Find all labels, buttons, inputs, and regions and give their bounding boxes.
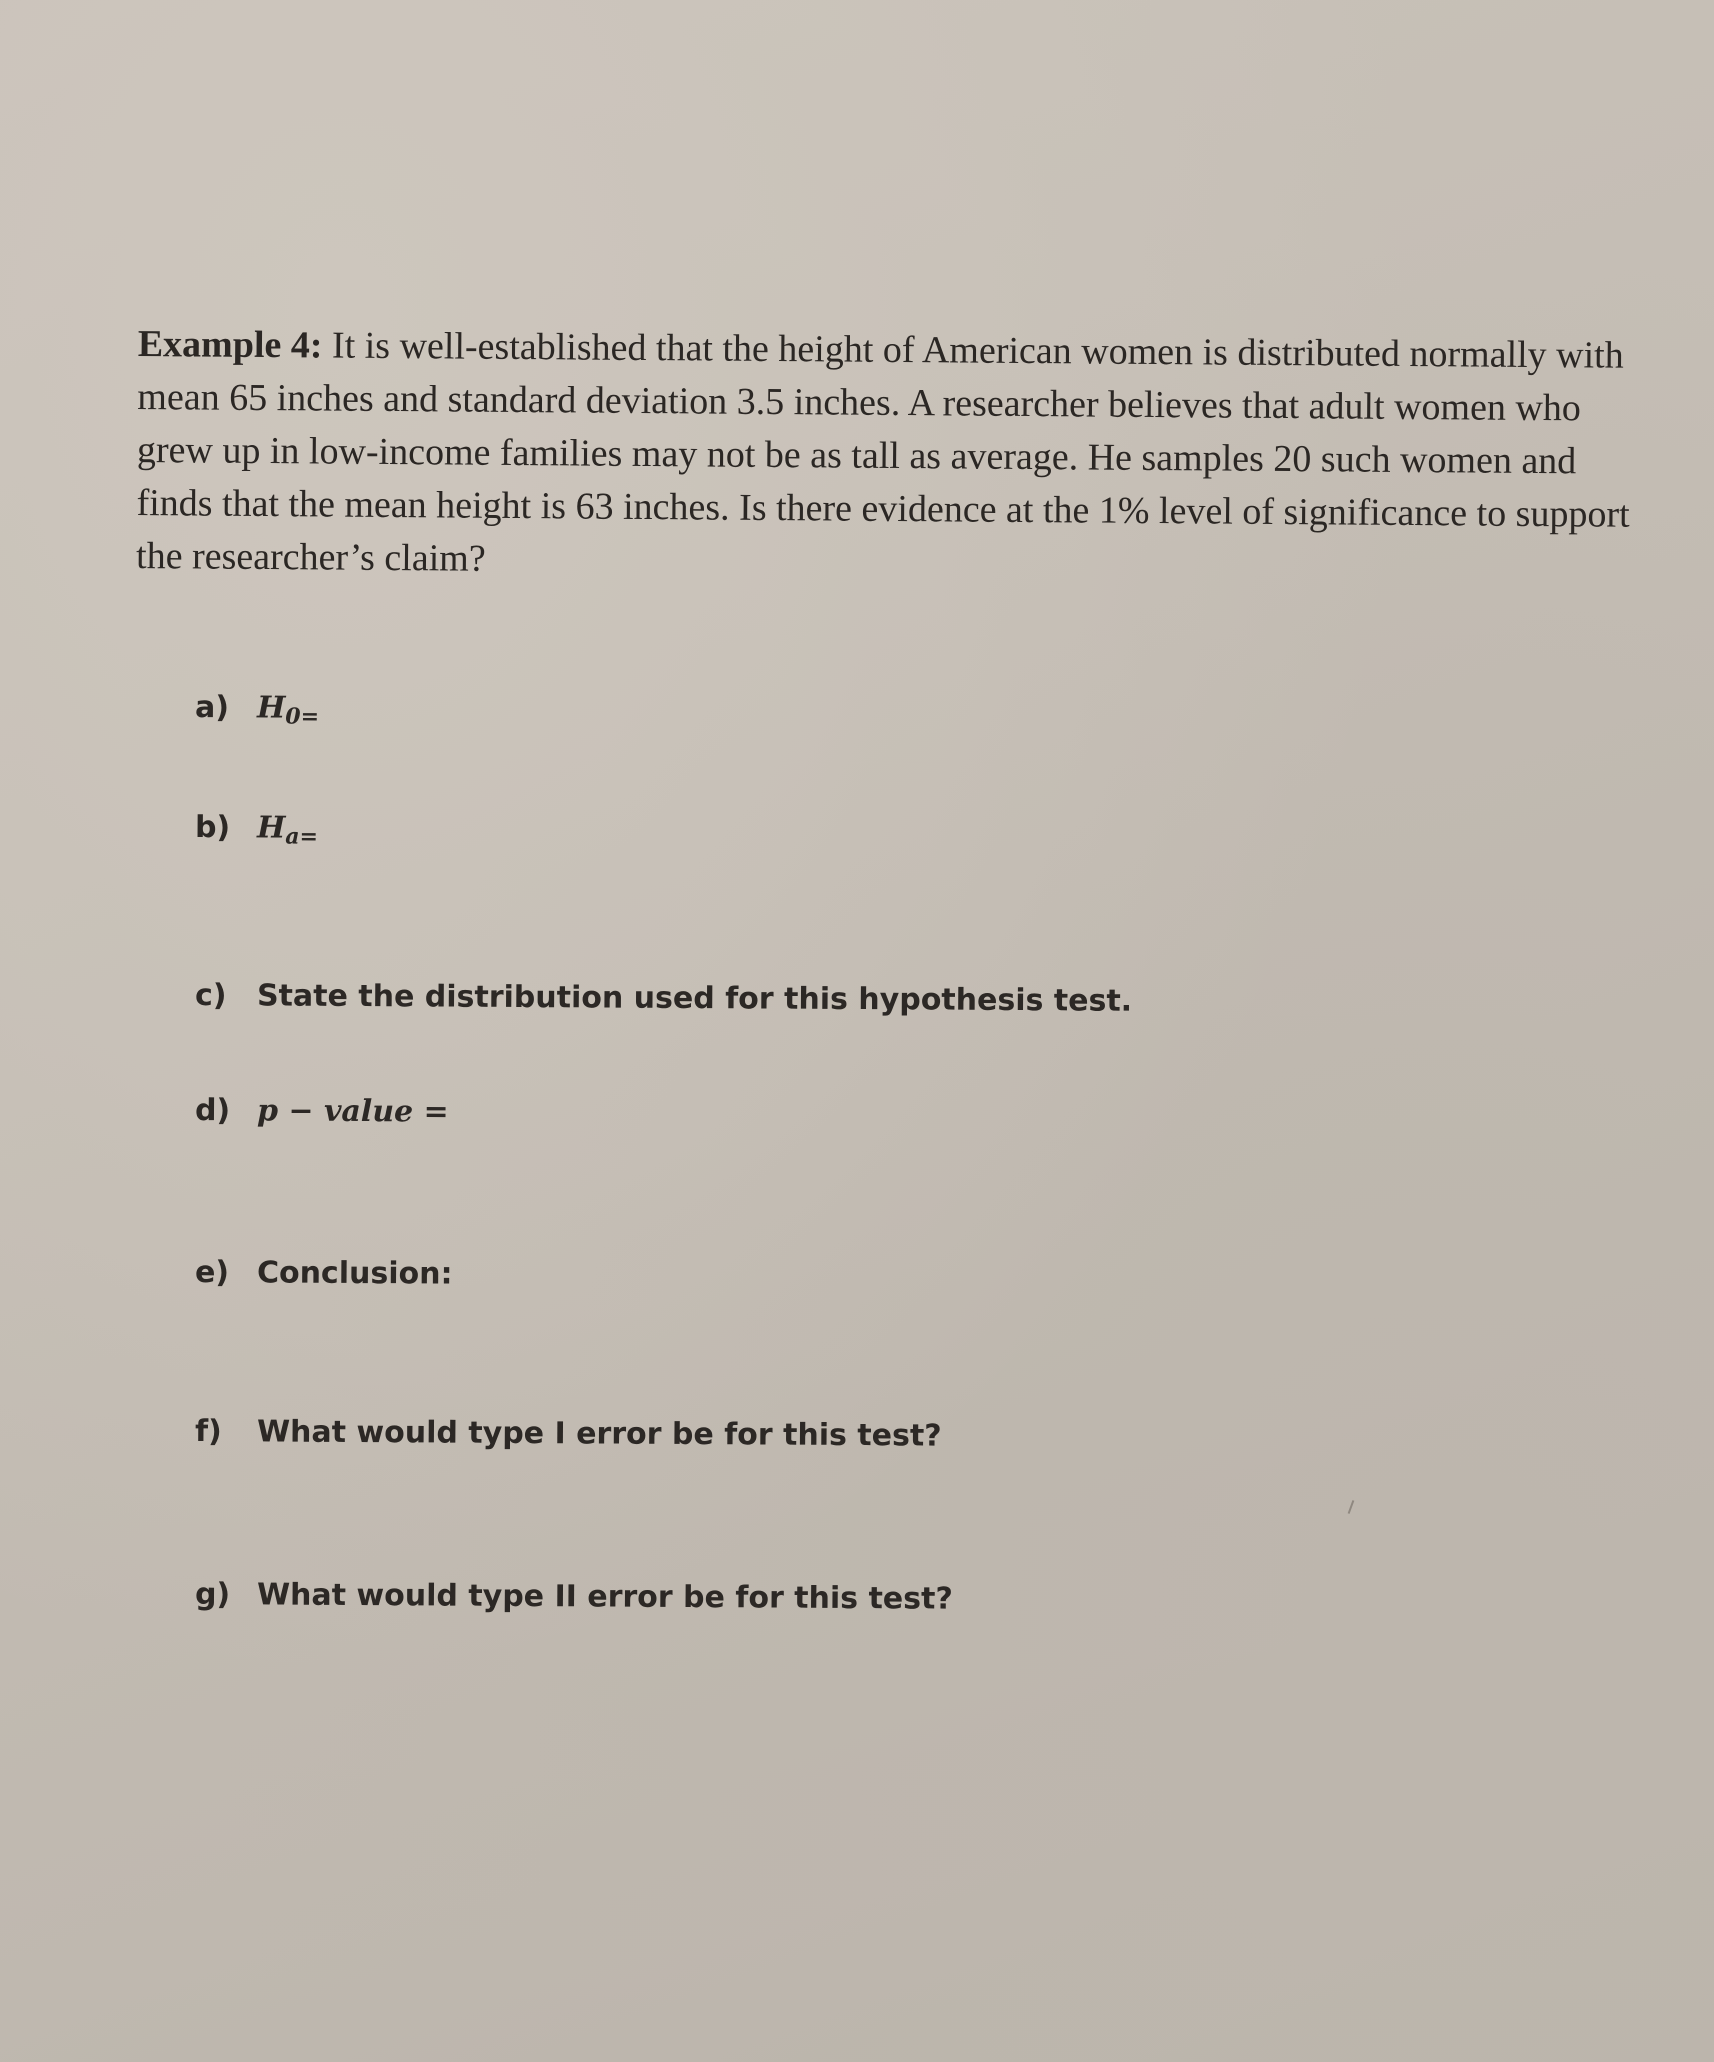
null-hypothesis-subscript: 0= [285,703,320,730]
question-text: What would type II error be for this test? [256,1577,953,1617]
question-label: f) [194,1414,222,1450]
problem-statement [136,318,1638,595]
question-label: d) [194,1093,231,1129]
question-label: c) [194,978,227,1014]
question-f [195,1414,942,1454]
question-text: What would type I error be for this test? [256,1414,942,1454]
question-label: b) [194,810,231,846]
question-label: g) [194,1577,231,1613]
question-label: e) [194,1255,230,1291]
problem-text: It is well-established that the height of American women is distributed normally with mean 65 inches and standard deviation 3.5 inches. A researcher believes that adult women who grew up in low-income families may not be as tall as average. He samples 20 such women and finds that the mean height is 63 inches. Is there evidence at the 1% level of significance to support the researcher’s claim? [135,324,1630,580]
null-hypothesis-symbol: H [256,690,286,726]
question-c [195,978,1132,1019]
question-a [195,690,319,730]
question-g [195,1577,953,1617]
question-text: Conclusion: [256,1255,453,1292]
alt-hypothesis-symbol: H [256,810,286,846]
question-d [195,1093,449,1130]
example-heading: Example 4: [137,322,323,367]
question-text: State the distribution used for this hypothesis test. [256,978,1133,1019]
pencil-mark [1348,1500,1355,1514]
question-b [195,810,318,850]
question-e [195,1255,453,1292]
question-label: a) [194,690,230,726]
alt-hypothesis-subscript: a= [285,823,319,850]
p-value-expression: p − value = [256,1093,449,1130]
